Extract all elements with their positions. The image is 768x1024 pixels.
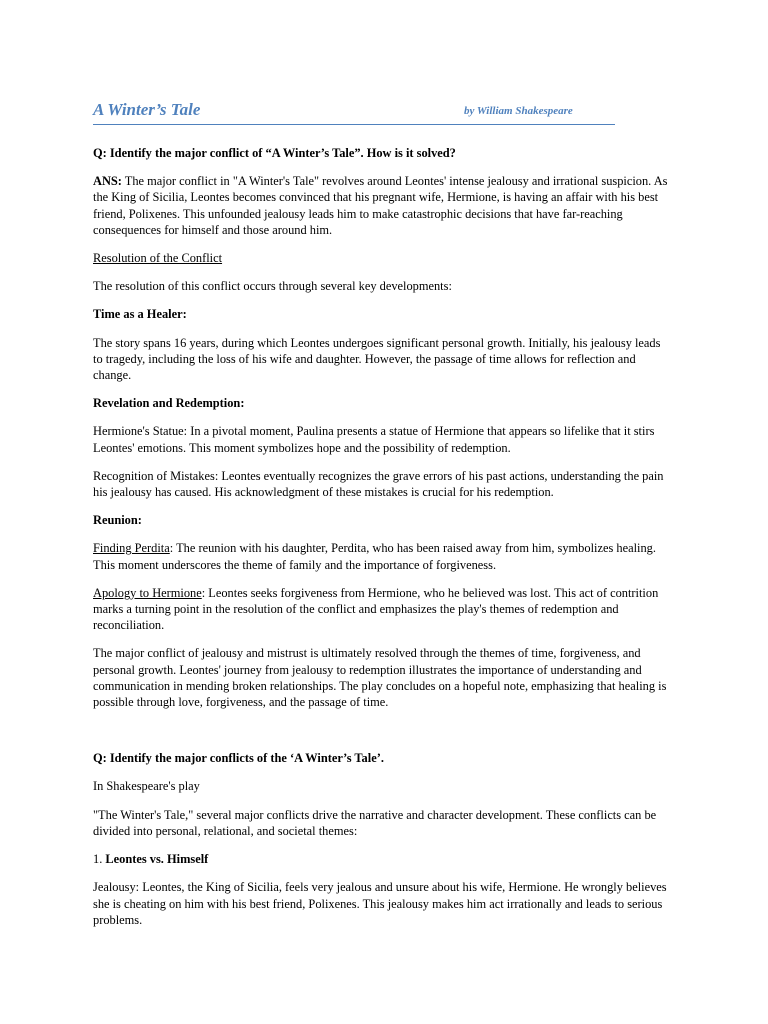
document-header — [93, 99, 615, 125]
time-paragraph: The story spans 16 years, during which Leontes undergoes significant personal growth. Initially, his jealousy leads to tragedy, including the loss of his wife and daughter. However, the passage of time allows for reflection and change. — [93, 335, 661, 383]
perdita-paragraph — [93, 540, 673, 572]
recognition-paragraph: Recognition of Mistakes: Leontes eventually recognizes the grave errors of his past actions, understanding the pain his jealousy has caused. His acknowledgment of these mistakes is crucial for his redemption. — [93, 468, 664, 500]
answer-paragraph — [93, 173, 673, 238]
statue-paragraph: Hermione's Statue: In a pivotal moment, Paulina presents a statue of Hermione that appears so lifelike that it stirs Leontes' emotions. This moment symbolizes hope and the possibility of redemption. — [93, 424, 655, 455]
author-byline: by William Shakespeare — [464, 105, 573, 117]
ans-label: ANS: — [93, 174, 122, 189]
document-title: A Winter’s Tale — [93, 100, 201, 119]
reunion-heading: Reunion: — [93, 513, 142, 528]
question-2: Q: Identify the major conflicts of the ‘A Winter’s Tale’. — [93, 751, 384, 766]
apology-text: : Leontes seeks forgiveness from Hermione, who he believed was lost. This act of contrition marks a turning point in the resolution of the conflict and emphasizes the play's themes of redemption and reconciliation. — [93, 585, 659, 633]
section-spacer — [93, 722, 673, 750]
item-1-heading — [93, 851, 673, 867]
ans-text: The major conflict in "A Winter's Tale" revolves around Leontes' intense jealousy and irrational suspicion. As the King of Sicilia, Leontes becomes convinced that his pregnant wife, Hermione, is having an affair with his best friend, Polixenes. This unfounded jealousy leads him to make catastrophic decisions that have far-reaching consequences for himself and those around him. — [93, 174, 668, 237]
revelation-heading: Revelation and Redemption: — [93, 396, 245, 411]
perdita-label: Finding Perdita — [93, 541, 170, 556]
document-body — [93, 145, 673, 940]
perdita-text: : The reunion with his daughter, Perdita, who has been raised away from him, symbolizes healing. This moment underscores the theme of family and the importance of forgiveness. — [93, 541, 656, 572]
resolution-intro: The resolution of this conflict occurs through several key developments: — [93, 279, 452, 294]
item-1-number: 1. — [93, 852, 106, 867]
time-heading: Time as a Healer: — [93, 307, 187, 322]
item-1-paragraph: Jealousy: Leontes, the King of Sicilia, feels very jealous and unsure about his wife, Hermione. He wrongly believes she is cheating on him with his best friend, Polixenes. This jealousy makes him act irrationally and leads to serious problems. — [93, 880, 667, 927]
intro-line-2: "The Winter's Tale," several major conflicts drive the narrative and character development. These conflicts can be divided into personal, relational, and societal themes: — [93, 807, 657, 838]
apology-label: Apology to Hermione — [93, 585, 202, 600]
conclusion-paragraph: The major conflict of jealousy and mistrust is ultimately resolved through the themes of time, forgiveness, and personal growth. Leontes' journey from jealousy to redemption illustrates the importance of understanding and communication in mending broken relationships. The play concludes on a hopeful note, emphasizing that healing is possible through love, forgiveness, and the passage of time. — [93, 646, 667, 710]
resolution-heading: Resolution of the Conflict — [93, 251, 223, 266]
apology-paragraph — [93, 585, 673, 634]
item-1-title: Leontes vs. Himself — [105, 852, 209, 867]
intro-line-1: In Shakespeare's play — [93, 779, 200, 794]
question-1: Q: Identify the major conflict of “A Winter’s Tale”. How is it solved? — [93, 146, 456, 160]
